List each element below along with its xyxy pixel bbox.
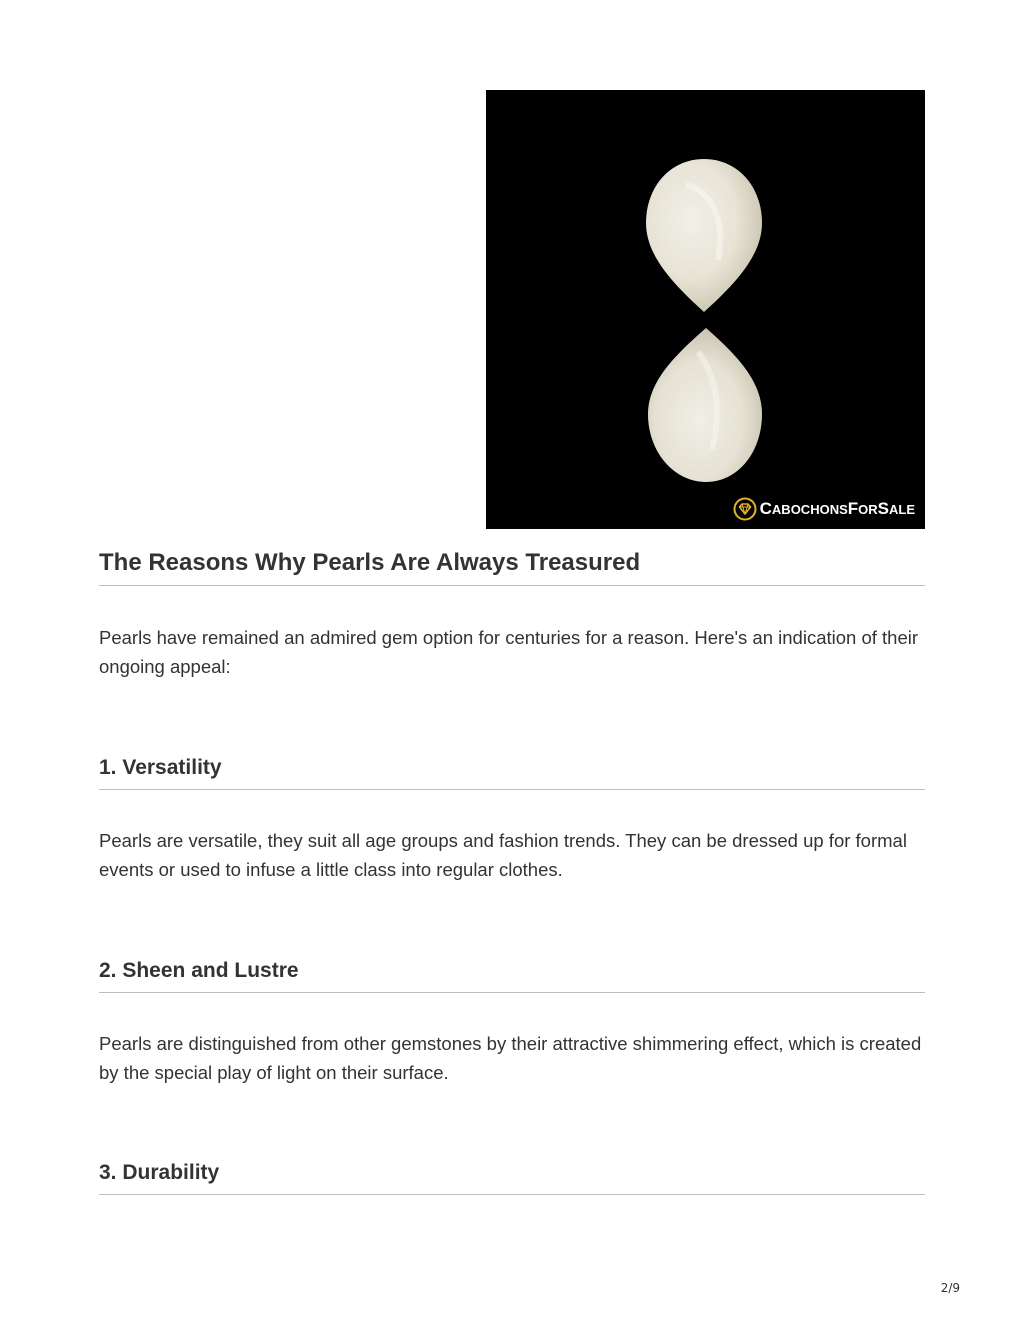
page-number: 2/9	[940, 1281, 960, 1295]
diamond-badge-icon	[733, 497, 757, 521]
section-heading-sheen: 2. Sheen and Lustre	[99, 957, 925, 993]
brand-logo	[733, 497, 915, 521]
section-body-versatility: Pearls are versatile, they suit all age groups and fashion trends. They can be dressed up for formal events or used to infuse a little class into regular clothes.	[99, 830, 907, 880]
article-title: The Reasons Why Pearls Are Always Treasured	[99, 547, 925, 586]
section-heading-versatility: 1. Versatility	[99, 754, 925, 790]
product-image	[486, 90, 925, 529]
logo-text: CABOCHONSFORSALE	[759, 499, 915, 518]
pearl-cabochons-photo	[486, 90, 925, 529]
intro-paragraph: Pearls have remained an admired gem option for centuries for a reason. Here's an indication of their ongoing appeal:	[99, 627, 919, 677]
section-heading-durability: 3. Durability	[99, 1159, 925, 1195]
section-body-sheen: Pearls are distinguished from other gemstones by their attractive shimmering effect, which is created by the special play of light on their surface.	[99, 1033, 922, 1083]
